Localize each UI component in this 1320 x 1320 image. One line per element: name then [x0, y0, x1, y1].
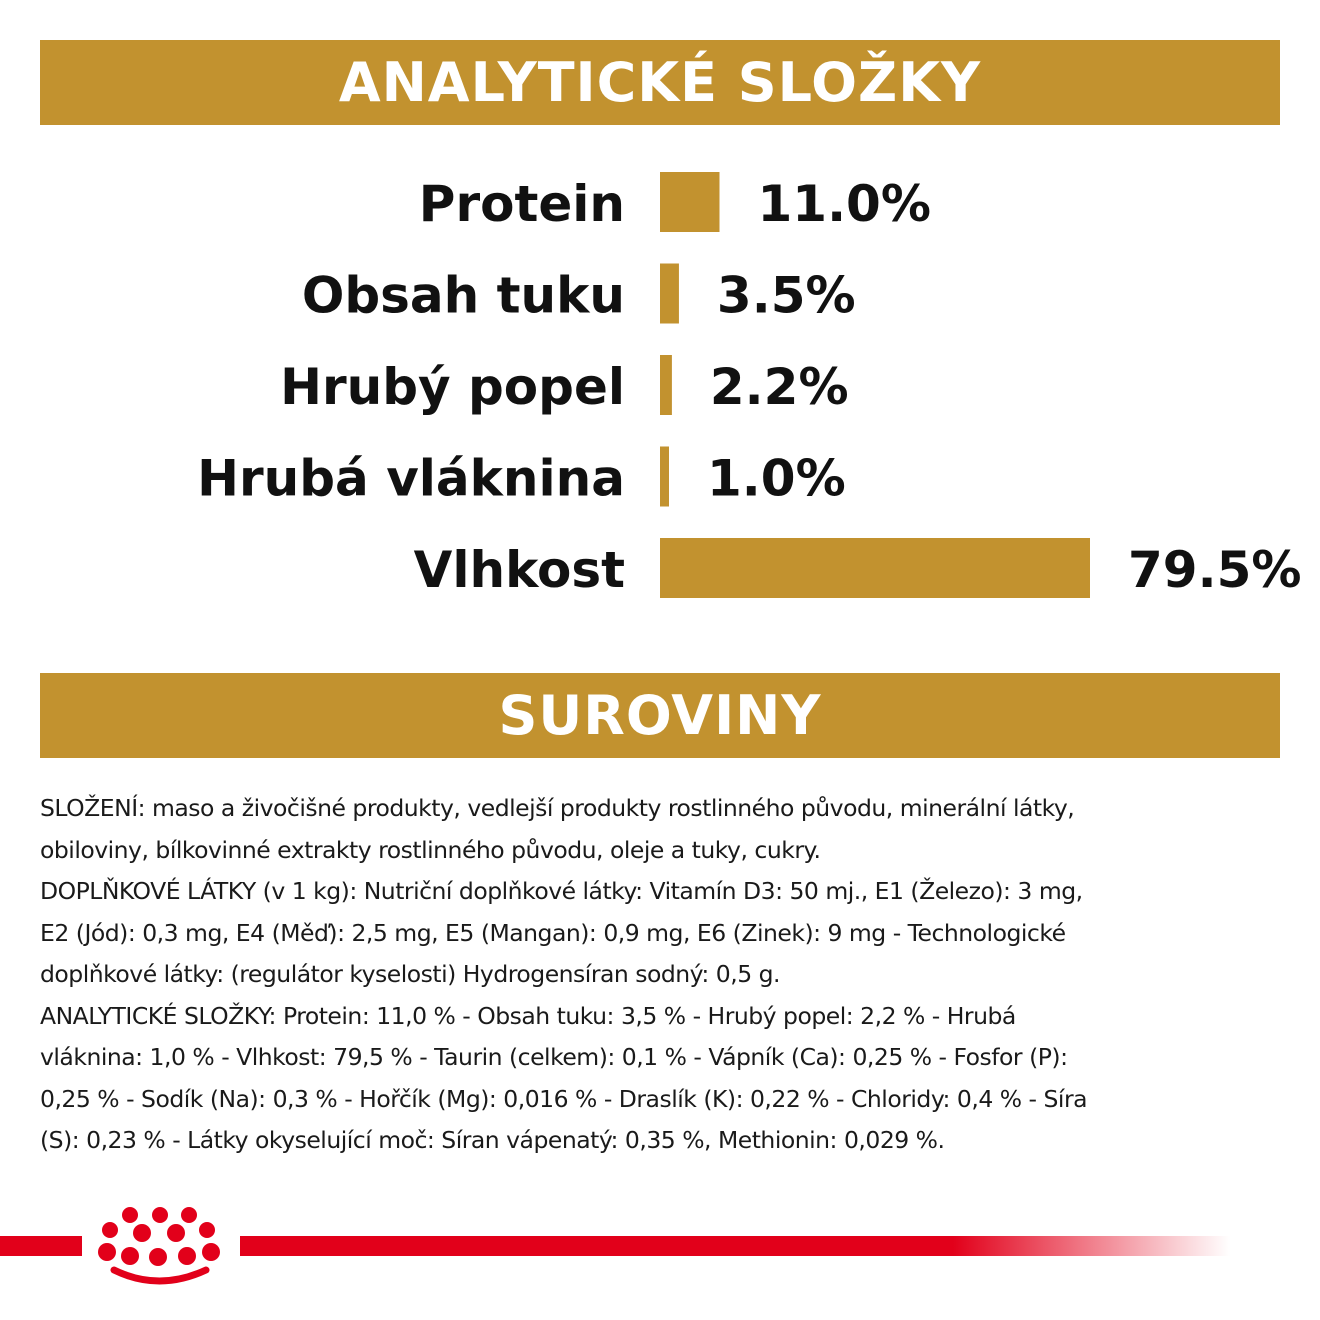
bar-value-label: 2.2% [709, 358, 849, 416]
composition-line: SLOŽENÍ: maso a živočišné produkty, vedlejší produkty rostlinného původu, minerální látky, [40, 794, 1075, 822]
footer-brand-strip [0, 1200, 1320, 1300]
bar-vlhkost [660, 538, 1090, 598]
composition-line: DOPLŇKOVÉ LÁTKY (v 1 kg): Nutriční doplňkové látky: Vitamín D3: 50 mj., E1 (Železo): 3 mg, [40, 877, 1083, 905]
bar-protein [660, 172, 719, 232]
composition-line: (S): 0,23 % - Látky okyselující moč: Síran vápenatý: 0,35 %, Methionin: 0,029 %. [40, 1126, 945, 1154]
analytic-header-banner [40, 40, 1280, 125]
bar-value-label: 3.5% [716, 266, 856, 325]
bar-category-label: Obsah tuku [301, 266, 625, 325]
bar-value-label: 11.0% [757, 175, 931, 233]
royal-canin-crown-icon [98, 1207, 220, 1281]
bar-value-label: 79.5% [1128, 541, 1302, 599]
composition-text [40, 788, 1270, 1162]
composition-line: ANALYTICKÉ SLOŽKY: Protein: 11,0 % - Obsah tuku: 3,5 % - Hrubý popel: 2,2 % - Hrubá [40, 1001, 1016, 1030]
composition-line: 0,25 % - Sodík (Na): 0,3 % - Hořčík (Mg): 0,016 % - Draslík (K): 0,22 % - Chloridy: 0,4 % - Síra [40, 1084, 1088, 1113]
bar-category-label: Protein [418, 175, 625, 233]
bar-value-label: 1.0% [707, 449, 846, 508]
composition-line: vláknina: 1,0 % - Vlhkost: 79,5 % - Taurin (celkem): 0,1 % - Vápník (Ca): 0,25 % - Fosfor (P): [40, 1043, 1068, 1071]
bar-hrubý-popel [660, 355, 672, 415]
bar-category-label: Hrubá vláknina [197, 449, 625, 508]
bar-obsah-tuku [660, 264, 679, 324]
footer-red-line-right [240, 1236, 1230, 1256]
bar-hrubá-vláknina [660, 447, 669, 507]
composition-line: E2 (Jód): 0,3 mg, E4 (Měď): 2,5 mg, E5 (Mangan): 0,9 mg, E6 (Zinek): 9 mg - Technologické [40, 918, 1066, 947]
bar-category-label: Hrubý popel [280, 358, 625, 416]
footer-red-line-left [0, 1236, 82, 1256]
bar-category-label: Vlhkost [413, 541, 625, 599]
composition-line: obiloviny, bílkovinné extrakty rostlinného původu, oleje a tuky, cukry. [40, 835, 821, 864]
nutrient-bar-chart [0, 140, 1320, 620]
ingredients-header-banner [40, 673, 1280, 758]
composition-line: doplňkové látky: (regulátor kyselosti) Hydrogensíran sodný: 0,5 g. [40, 960, 780, 988]
analytic-title: ANALYTICKÉ SLOŽKY [338, 51, 982, 114]
ingredients-title: SUROVINY [498, 684, 822, 747]
